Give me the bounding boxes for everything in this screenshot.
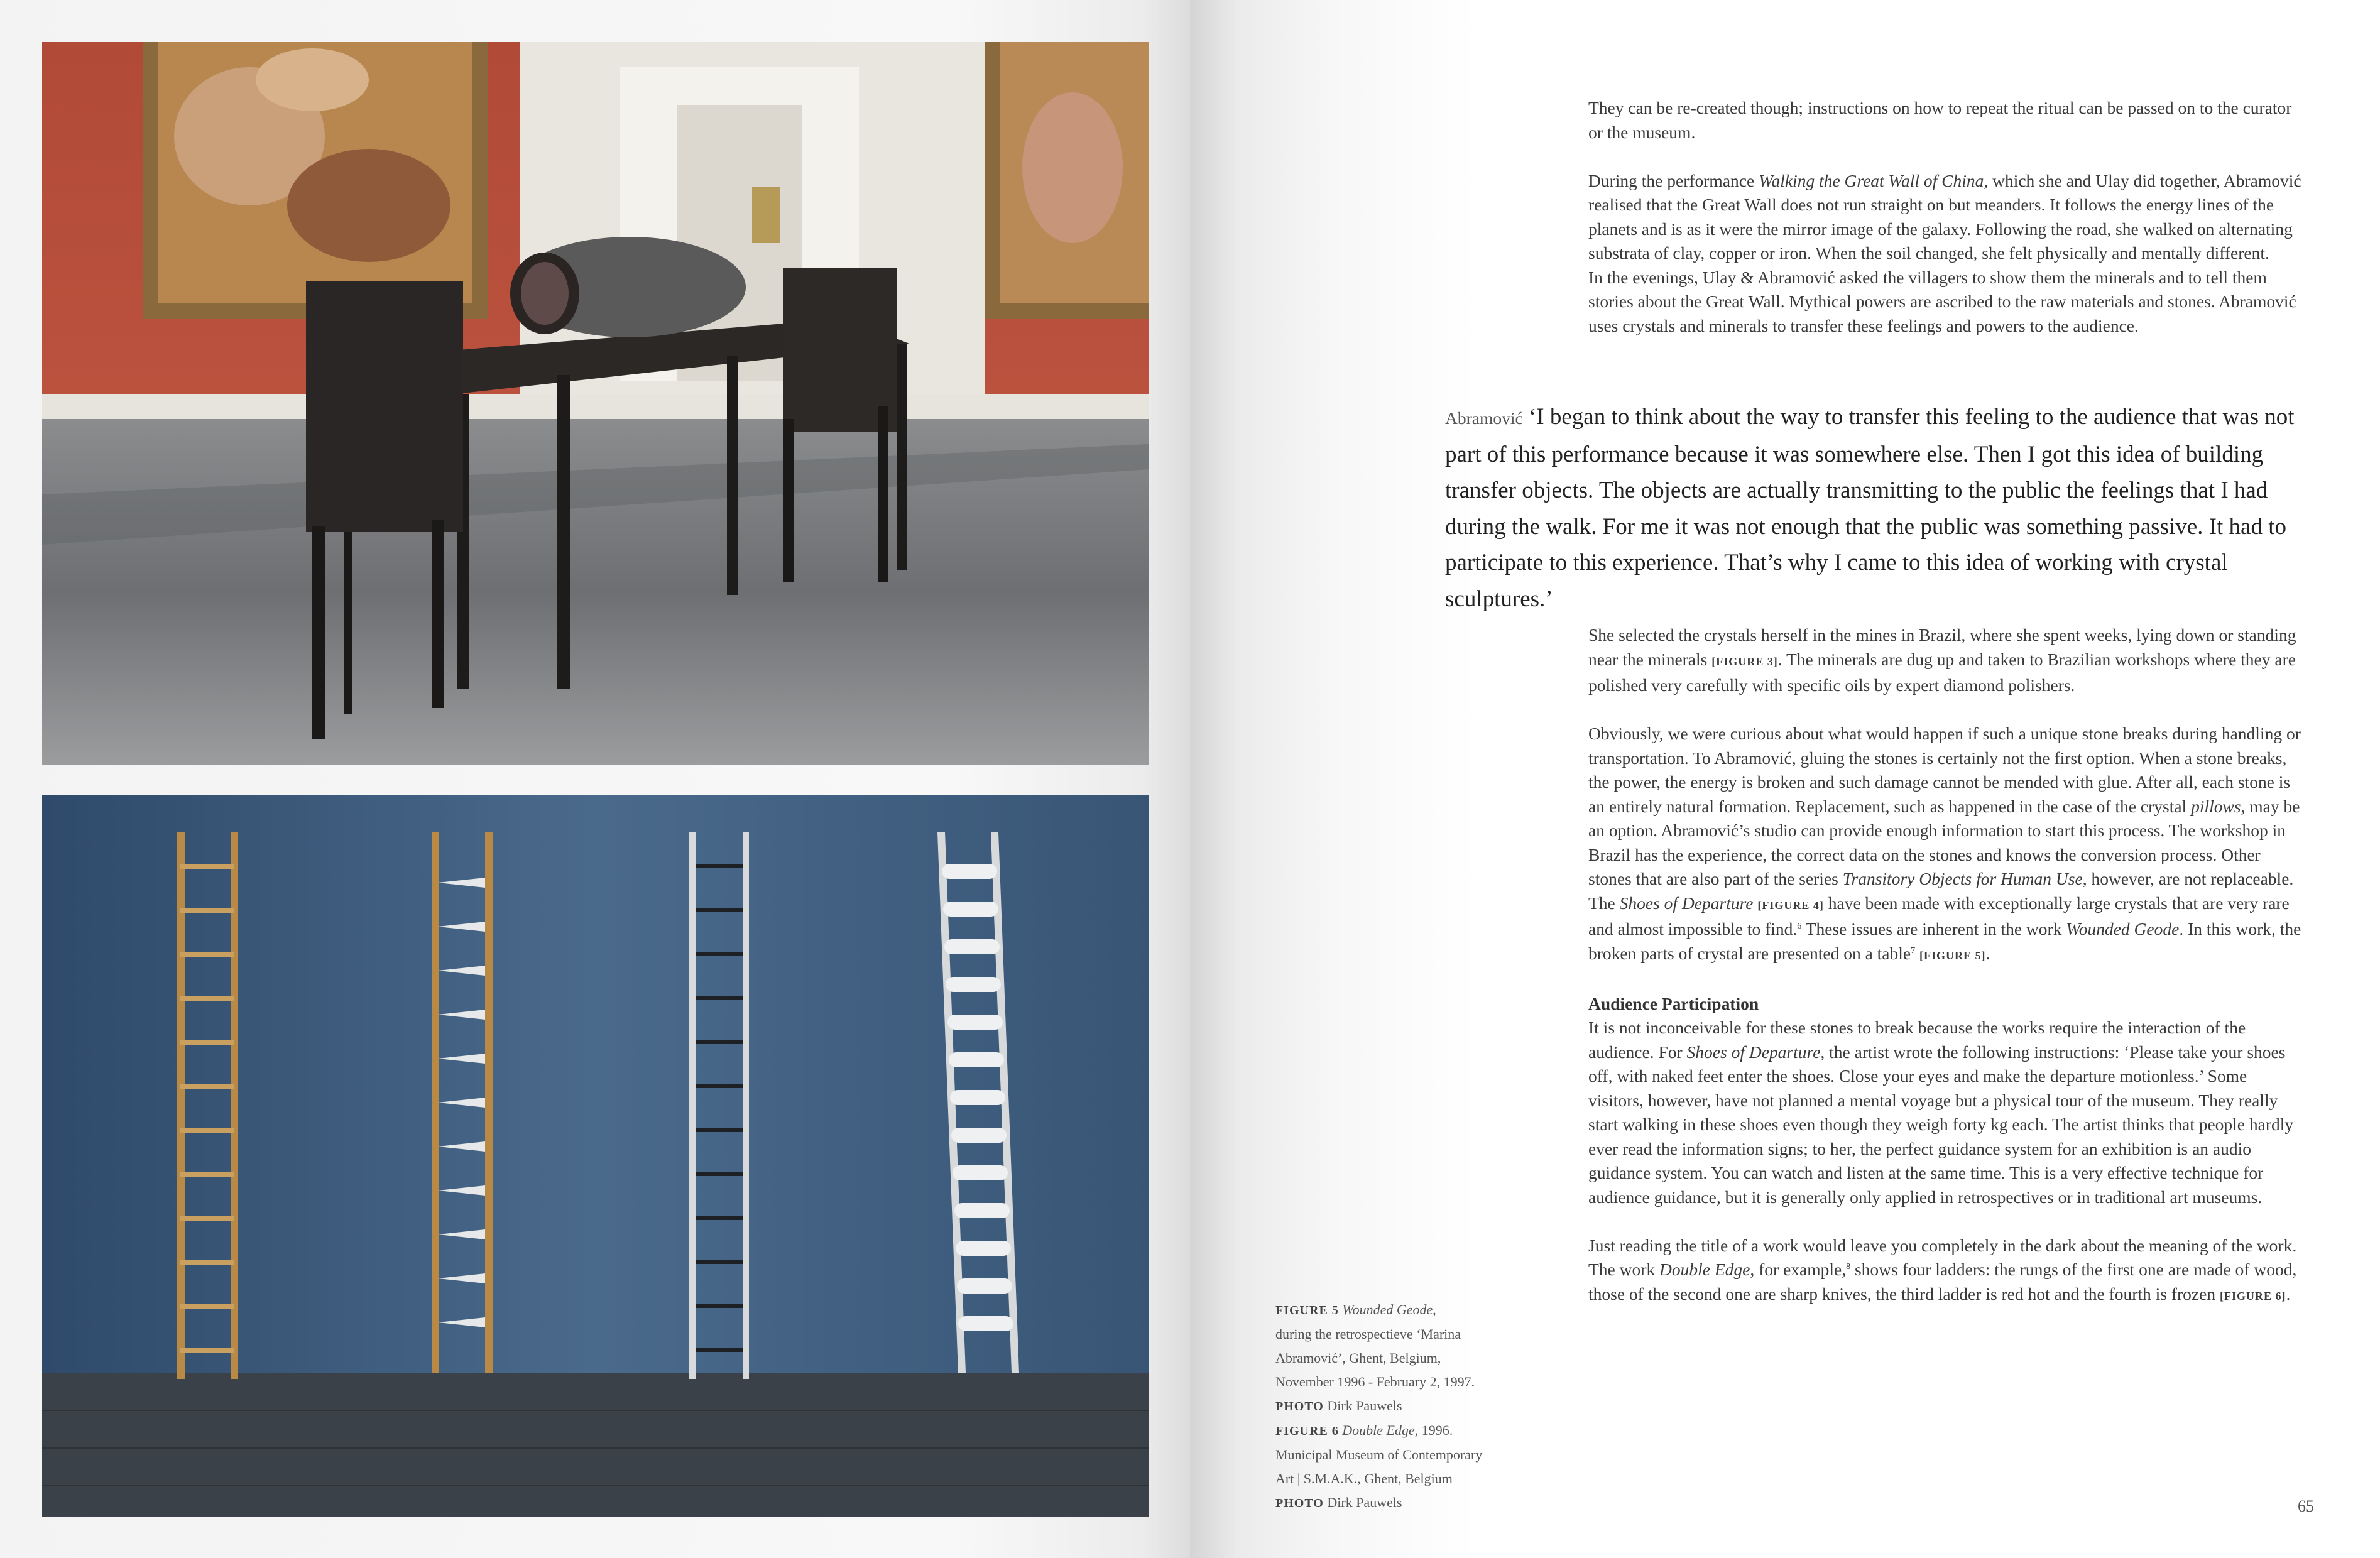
- figure-caption: [1275, 1298, 1514, 1515]
- quote-speaker: Abramović: [1445, 408, 1523, 428]
- paragraph-7-text-b: , for example,: [1750, 1260, 1847, 1279]
- pull-quote: [1445, 399, 2325, 617]
- paragraph-7-text-a: Just reading the title of a work would leave you completely in the dark about the meaning of the work. The work: [1588, 1235, 2297, 1279]
- figure-5-photo-credit: Dirk Pauwels: [1323, 1398, 1402, 1414]
- figure-6-line-2: Municipal Museum of Contemporary: [1275, 1447, 1483, 1463]
- paragraph-4-text-b: . The minerals are dug up and taken to Brazilian workshops where they are polished very carefully with specific oils by expert diamond polishers.: [1588, 649, 2296, 695]
- figure-3-reference: [FIGURE 3]: [1711, 655, 1778, 668]
- page-number: 65: [2298, 1497, 2314, 1515]
- figure-5-photo-label: PHOTO: [1275, 1400, 1324, 1414]
- figure-6-photo-label: PHOTO: [1275, 1496, 1324, 1510]
- paragraph-5-text-e: These issues are inherent in the work: [1801, 919, 2066, 939]
- paragraph-1: They can be re-created though; instructions on how to repeat the ritual can be passed on to the curator or the museum.: [1588, 98, 2292, 142]
- paragraph-5-text-a: Obviously, we were curious about what would happen if such a unique stone breaks during handling or transportation. To Abramović, gluing the stones is certainly not the first option. When a stone breaks, the power, the energy is broken and such damage cannot be mended with glue. After all, each stone is an entirely natural formation. Replacement, such as happened in the case of the crystal: [1588, 724, 2301, 816]
- figure-6-line-3: Art | S.M.A.K., Ghent, Belgium: [1275, 1471, 1453, 1486]
- figure-6-label: FIGURE 6: [1275, 1424, 1339, 1438]
- figure-6-line-1: , 1996.: [1414, 1422, 1453, 1438]
- paragraph-6: [1588, 1016, 2305, 1209]
- paragraph-5-text-f: . In this work, the broken parts of crystal are presented on a table: [1588, 919, 2301, 963]
- paragraph-2-text-b: , which she and Ulay did together, Abramović realised that the Great Wall does not run straight on but meanders. It follows the energy lines of the planets and is as it were the mirror image of the galaxy. Following the road, she walked on alternating substrata of clay, copper or iron. When the soil changed, she felt physically and mentally different.: [1588, 170, 2301, 263]
- paragraph-5-emphasis-4: Wounded Geode: [2066, 919, 2180, 939]
- paragraph-6-emphasis: Shoes of Departure: [1686, 1042, 1821, 1062]
- paragraph-7-emphasis: Double Edge: [1659, 1260, 1750, 1279]
- paragraph-2-emphasis: Walking the Great Wall of China: [1759, 170, 1984, 190]
- figure-5-line-4: November 1996 - February 2, 1997.: [1275, 1374, 1475, 1390]
- figure-5-line-1: ,: [1433, 1302, 1436, 1317]
- footnote-6-marker: 6: [1797, 921, 1802, 931]
- paragraph-2: [1588, 169, 2305, 266]
- figure-4-reference: [FIGURE 4]: [1757, 898, 1824, 912]
- footnote-7-marker: 7: [1911, 945, 1916, 956]
- paragraph-3: In the evenings, Ulay & Abramović asked the villagers to show them the minerals and to tell them stories about the Great Wall. Mythical powers are ascribed to the raw materials and stones. Abramović uses crystals and minerals to transfer these feelings and powers to the audience.: [1588, 267, 2296, 335]
- paragraph-7: [1588, 1234, 2305, 1309]
- paragraph-5-text-d: have been made with exceptionally large crystals that are very rare and almost impossible to find.: [1588, 893, 2290, 939]
- paragraph-4: [1588, 623, 2305, 698]
- paragraph-5-emphasis-3: Shoes of Departure: [1619, 893, 1754, 913]
- figure-5-label: FIGURE 5: [1275, 1304, 1339, 1317]
- paragraph-2-text-a: During the performance: [1588, 170, 1759, 190]
- paragraph-5-emphasis-1: pillows: [2191, 796, 2241, 816]
- footnote-8-marker: 8: [1846, 1261, 1851, 1272]
- figure-5-line-3: Abramović’, Ghent, Belgium,: [1275, 1350, 1441, 1366]
- figure-5-line-2: during the retrospectieve ‘Marina: [1275, 1326, 1461, 1342]
- wounded-geode-photo: [42, 42, 1149, 765]
- paragraph-6-text-a: It is not inconceivable for these stones to break because the works require the interaction of the audience. For: [1588, 1018, 2246, 1062]
- figure-5-title: Wounded Geode: [1342, 1302, 1433, 1317]
- paragraph-5-emphasis-2: Transitory Objects for Human Use: [1842, 869, 2083, 888]
- double-edge-ladders-photo: [42, 795, 1149, 1517]
- paragraph-5-text-b: , may be an option. Abramović’s studio can provide enough information to start this process. The workshop in Brazil has the experience, the correct data on the stones and knows the conversion process. Other stones that are also part of the series: [1588, 796, 2300, 888]
- paragraph-6-text-b: , the artist wrote the following instructions: ‘Please take your shoes off, with naked feet enter the shoes. Close your eyes and make the departure motionless.’ Some visitors, however, have not planned a mental voyage but a physical tour of the museum. They really start walking in these shoes even though they weigh forty kg each. The artist thinks that people hardly ever read the information signs; to her, the perfect guidance system for an exhibition is an audio guidance system. You can watch and listen at the same time. This is a very effective technique for audience guidance, but it is generally only applied in retrospectives or in traditional art museums.: [1588, 1042, 2294, 1207]
- figure-6-title: Double Edge: [1342, 1422, 1415, 1438]
- quote-text: ‘I began to think about the way to transfer this feeling to the audience that was not part of this performance because it was somewhere else. Then I got this idea of building transfer objects. The objects are actually transmitting to the public the feelings that I had during the walk. For me it was not enough that the public was something passive. It had to participate to this experience. That’s why I came to this idea of working with crystal sculptures.’: [1445, 404, 2295, 612]
- figure-6-photo-credit: Dirk Pauwels: [1323, 1495, 1402, 1510]
- figure-5-reference: [FIGURE 5]: [1919, 949, 1986, 962]
- paragraph-7-text-c: shows four ladders: the rungs of the first one are made of wood, those of the second one are sharp knives, the third ladder is red hot and the fourth is frozen: [1588, 1260, 2297, 1304]
- paragraph-5: [1588, 722, 2305, 967]
- figure-6-reference: [FIGURE 6]: [2219, 1289, 2286, 1302]
- section-heading: Audience Participation: [1588, 993, 1759, 1013]
- body-text-main: [1588, 623, 2305, 1308]
- gallery-room-image: [42, 42, 1149, 765]
- paragraph-5-text-c: , however, are not replaceable. The: [1588, 869, 2294, 913]
- body-text-top: [1588, 96, 2305, 338]
- four-ladders-image: [42, 795, 1149, 1517]
- paragraph-5-text-g: .: [1985, 943, 1990, 963]
- paragraph-7-text-d: .: [2286, 1283, 2291, 1304]
- paragraph-4-text-a: She selected the crystals herself in the mines in Brazil, where she spent weeks, lying down or standing near the minerals: [1588, 625, 2296, 669]
